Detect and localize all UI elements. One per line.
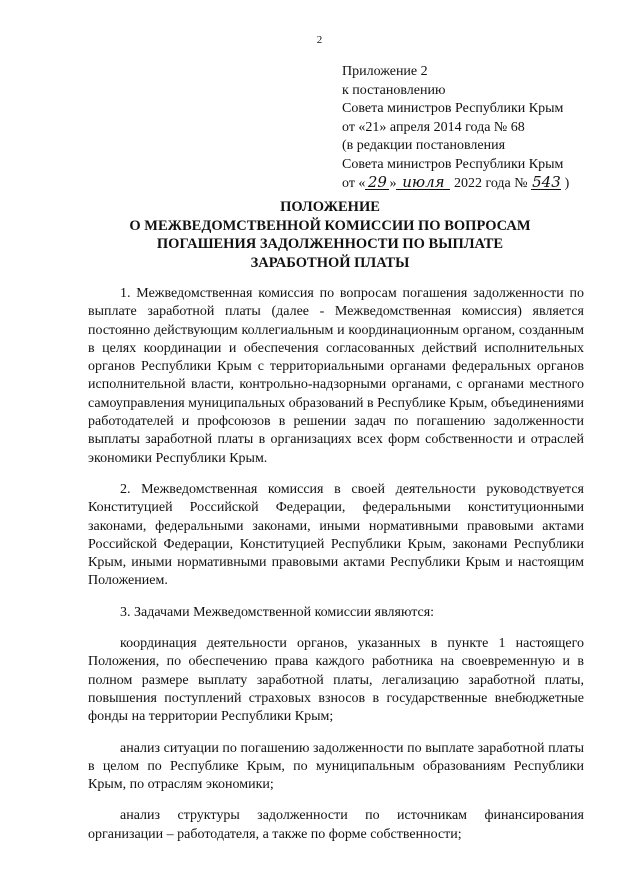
handwritten-month: июля xyxy=(396,175,450,190)
amendment-date-line xyxy=(342,172,612,194)
paragraph-analysis-situation: анализ ситуации по погашению задолженности по выплате заработной платы в целом по Республике Крым, по муниципальным образованиям Республики Крым, по отраслям экономики; xyxy=(88,740,584,793)
title-line: ПОЛОЖЕНИЕ xyxy=(280,199,380,215)
date-year: 2022 года № xyxy=(450,175,532,191)
paragraph-coordination: координация деятельности органов, указанных в пункте 1 настоящего Положения, по обеспечению права каждого работника на своевременную и в полном размере выплату заработной платы, легализацию заработной платы, повышения поступлений страховых взносов в государственные внебюджетные фонды на территории Республики Крым; xyxy=(88,636,584,725)
date-quote: » xyxy=(389,175,397,191)
paragraph-3: 3. Задачами Межведомственной комиссии являются: xyxy=(120,604,435,620)
title-line: ЗАРАБОТНОЙ ПЛАТЫ xyxy=(250,254,410,271)
appendix-line: (в редакции постановления xyxy=(342,138,506,154)
paragraph-analysis-structure: анализ структуры задолженности по источникам финансирования организации – работодателя, а также по форме собственности; xyxy=(88,808,584,842)
page-number: 2 xyxy=(316,34,323,46)
appendix-line: Совета министров Республики Крым xyxy=(342,101,564,117)
appendix-line: к постановлению xyxy=(342,82,446,98)
title-line: О МЕЖВЕДОМСТВЕННОЙ КОМИССИИ ПО ВОПРОСАМ xyxy=(129,217,531,234)
appendix-line: Приложение 2 xyxy=(342,64,428,79)
appendix-header xyxy=(342,63,612,193)
handwritten-number: 543 xyxy=(532,172,561,191)
date-suffix: ) xyxy=(561,175,570,191)
document-title xyxy=(60,198,600,272)
handwritten-day: 29 xyxy=(365,175,389,190)
title-line: ПОГАШЕНИЯ ЗАДОЛЖЕННОСТИ ПО ВЫПЛАТЕ xyxy=(156,236,504,253)
date-prefix: от « xyxy=(342,175,366,191)
appendix-line: Совета министров Республики Крым xyxy=(342,156,564,172)
document-body xyxy=(88,285,584,844)
appendix-line: от «21» апреля 2014 года № 68 xyxy=(342,119,525,135)
paragraph-2: 2. Межведомственная комиссия в своей деятельности руководствуется Конституцией Российской Федерации, федеральными конституционными законами, федеральными законами, иными нормативными правовыми актами Российской Федерации, Конституцией Республики Крым, законами Республики Крым, иными нормативными правовыми актами Республики Крым и настоящим Положением. xyxy=(88,481,584,589)
paragraph-1: 1. Межведомственная комиссия по вопросам погашения задолженности по выплате заработной платы (далее - Межведомственная комиссия) является постоянно действующим коллегиальным и координационным органом, созданным в целях координации и обеспечения согласованных действий исполнительных органов Республики Крым с территориальными органами федеральных органов исполнительной власти, контрольно-надзорными органами, с органами местного самоуправления муниципальных образований в Республике Крым, объединениями работодателей и профсоюзов в решении задач по погашению задолженности выплаты заработной платы в организациях всех форм собственности и отраслей экономики Республики Крым. xyxy=(88,286,584,466)
